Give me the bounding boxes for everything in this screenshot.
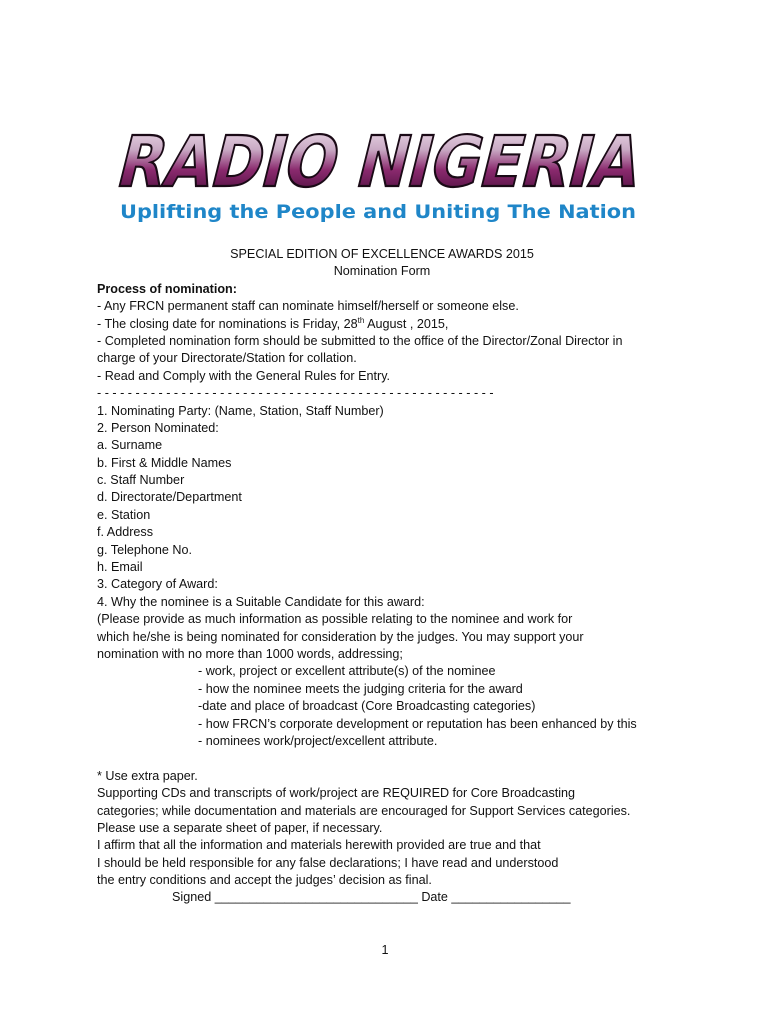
field-address: f. Address	[97, 525, 154, 540]
affirmation-line-2: I should be held responsible for any false declarations; I have read and understood	[97, 855, 559, 870]
affirmation-line-3: the entry conditions and accept the judges’ decision as final.	[97, 873, 432, 888]
extra-paper-note: * Use extra paper.	[97, 768, 198, 783]
radio-nigeria-logo	[100, 120, 731, 230]
instructions-line-1: (Please provide as much information as possible relating to the nominee and work for	[97, 612, 573, 627]
form-subtitle: Nomination Form	[333, 264, 431, 279]
supporting-line-3: Please use a separate sheet of paper, if necessary.	[97, 820, 383, 835]
logo-wordmark: RADIO NIGERIA	[109, 121, 731, 203]
field-category: 3. Category of Award:	[97, 577, 218, 592]
field-person-nominated: 2. Person Nominated:	[97, 420, 219, 435]
dashed-separator: - - - - - - - - - - - - - - - - - - - - - - - - - - - - - - - - - - - - - - - - - - - - - - - - - - - -	[97, 386, 494, 401]
affirmation-line-1: I affirm that all the information and materials herewith provided are true and that	[97, 838, 541, 853]
instructions-bullet-attribute: - nominees work/project/excellent attribute.	[198, 733, 438, 748]
instructions-bullet-broadcast: -date and place of broadcast (Core Broadcasting categories)	[198, 699, 536, 714]
process-heading: Process of nomination:	[97, 281, 237, 296]
process-line-submission-cont: charge of your Directorate/Station for collation.	[97, 351, 357, 366]
field-nominating-party: 1. Nominating Party: (Name, Station, Staff Number)	[97, 403, 384, 418]
signature-date-line: Signed _____________________________ Date _________________	[172, 890, 571, 905]
closing-date-ordinal: th	[357, 315, 365, 325]
process-line-closing-date	[97, 316, 667, 333]
form-body	[97, 246, 667, 907]
instructions-line-3: nomination with no more than 1000 words, addressing;	[97, 646, 403, 661]
field-staff-number: c. Staff Number	[97, 473, 185, 488]
form-title: SPECIAL EDITION OF EXCELLENCE AWARDS 2015	[230, 247, 534, 261]
field-telephone: g. Telephone No.	[97, 542, 192, 557]
closing-date-text: - The closing date for nominations is Friday, 28	[97, 316, 358, 331]
field-first-middle-names: b. First & Middle Names	[97, 455, 232, 470]
process-line-eligibility: - Any FRCN permanent staff can nominate himself/herself or someone else.	[97, 299, 519, 314]
logo-slogan: Uplifting the People and Uniting The Nation	[120, 201, 636, 223]
field-station: e. Station	[97, 507, 151, 522]
spacer	[97, 750, 667, 767]
supporting-line-1: Supporting CDs and transcripts of work/project are REQUIRED for Core Broadcasting	[97, 786, 576, 801]
field-surname: a. Surname	[97, 438, 163, 453]
instructions-line-2: which he/she is being nominated for consideration by the judges. You may support your	[97, 629, 584, 644]
instructions-bullet-corporate: - how FRCN’s corporate development or reputation has been enhanced by this	[198, 716, 637, 731]
field-email: h. Email	[97, 560, 143, 575]
logo-graphic	[100, 120, 731, 230]
field-directorate: d. Directorate/Department	[97, 490, 242, 505]
supporting-line-2: categories; while documentation and materials are encouraged for Support Services categories.	[97, 803, 631, 818]
closing-date-month: August , 2015,	[364, 316, 449, 331]
field-why-suitable: 4. Why the nominee is a Suitable Candidate for this award:	[97, 594, 425, 609]
instructions-bullet-work: - work, project or excellent attribute(s) of the nominee	[198, 664, 496, 679]
instructions-bullet-criteria: - how the nominee meets the judging criteria for the award	[198, 681, 523, 696]
page-number: 1	[381, 943, 389, 957]
process-line-submission: - Completed nomination form should be submitted to the office of the Director/Zonal Director in	[97, 333, 623, 348]
process-line-rules: - Read and Comply with the General Rules for Entry.	[97, 368, 391, 383]
